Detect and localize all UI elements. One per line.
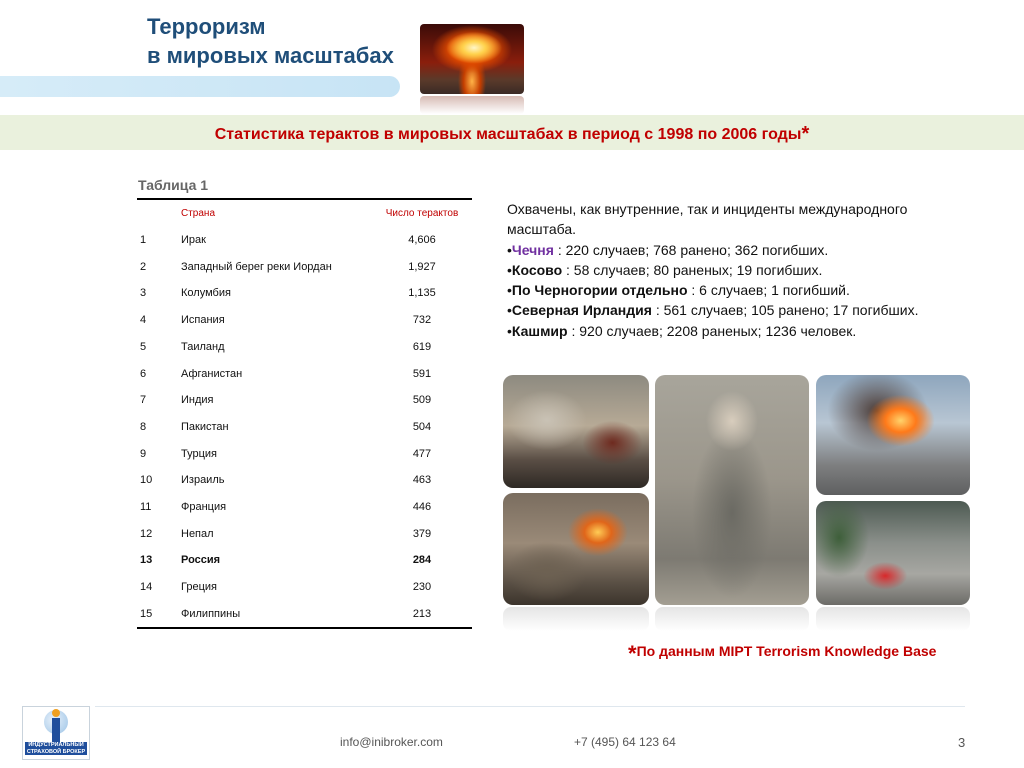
table-row: [137, 308, 472, 334]
row-count: 1,135: [408, 287, 436, 299]
table-row: [137, 281, 472, 307]
row-count: 619: [412, 341, 432, 353]
table-row: [137, 255, 472, 281]
statistics-heading: [0, 123, 1024, 146]
row-number: 1: [140, 234, 147, 246]
row-count: 379: [412, 528, 432, 540]
item-label: По Черногории отдельно: [511, 282, 688, 299]
explosion-photo-reflection: [420, 96, 524, 114]
table-row: [137, 468, 472, 494]
row-number: 3: [140, 287, 147, 299]
description: [507, 199, 977, 341]
row-number: 13: [140, 554, 153, 566]
row-count: 591: [412, 368, 432, 380]
table-row: [137, 335, 472, 361]
table-row: [137, 228, 472, 254]
row-count: 732: [412, 314, 432, 326]
table-row: [137, 442, 472, 468]
table-bottom-rule: [137, 627, 472, 629]
item-label: Чечня: [511, 241, 554, 258]
row-number: 8: [140, 421, 147, 433]
row-country: Россия: [181, 554, 221, 566]
row-number: 7: [140, 394, 147, 406]
row-count: 477: [412, 448, 432, 460]
row-number: 12: [140, 528, 153, 540]
row-country: Непал: [181, 528, 214, 540]
table-row: [137, 575, 472, 601]
company-logo: [22, 706, 90, 760]
description-item: •По Черногории отдельно : 6 случаев; 1 погибший.: [507, 282, 850, 299]
footer-email: info@inibroker.com: [340, 735, 443, 749]
row-country: Ирак: [181, 234, 206, 246]
row-country: Колумбия: [181, 287, 231, 299]
row-count: 4,606: [408, 234, 436, 246]
table-row: [137, 602, 472, 628]
row-count: 230: [412, 581, 432, 593]
row-country: Афганистан: [181, 368, 243, 380]
row-number: 11: [140, 501, 152, 513]
item-label: Косово: [511, 261, 563, 278]
row-number: 14: [140, 581, 153, 593]
row-count: 1,927: [408, 261, 436, 273]
item-label: Кашмир: [511, 322, 568, 339]
photo-rescue-fire: [503, 493, 649, 605]
row-number: 5: [140, 341, 147, 353]
row-country: Испания: [181, 314, 225, 326]
row-number: 6: [140, 368, 147, 380]
row-number: 4: [140, 314, 147, 326]
table-header-row: [137, 202, 472, 228]
row-count: 463: [412, 474, 432, 486]
source-text: По данным MIPT Terrorism Knowledge Base: [636, 643, 937, 659]
row-number: 10: [140, 474, 153, 486]
row-count: 213: [412, 608, 432, 620]
row-country: Греция: [181, 581, 217, 593]
photo-smoke-street: [503, 375, 649, 488]
row-country: Пакистан: [181, 421, 229, 433]
table-row: [137, 495, 472, 521]
photo-burning-tower: [816, 375, 970, 495]
description-intro: Охвачены, как внутренние, так и инциденты международного масштаба.: [507, 201, 908, 238]
description-item: •Северная Ирландия : 561 случаев; 105 ранено; 17 погибших.: [507, 302, 919, 319]
page-title-line-1: Терроризм: [147, 14, 266, 39]
table-row: [137, 415, 472, 441]
description-item: •Кашмир : 920 случаев; 2208 раненых; 1236 человек.: [507, 322, 857, 339]
row-country: Израиль: [181, 474, 225, 486]
row-country: Таиланд: [181, 341, 225, 353]
row-count: 504: [412, 421, 432, 433]
table-row: [137, 388, 472, 414]
heading-footnote-star: *: [801, 123, 810, 145]
row-count: 284: [412, 554, 432, 566]
row-count: 446: [412, 501, 432, 513]
column-header-count: Число терактов: [385, 208, 459, 219]
column-header-country: Страна: [181, 208, 216, 219]
title-block: [147, 12, 394, 70]
logo-letter-i: [52, 718, 60, 744]
table-row: [137, 362, 472, 388]
title-accent-bar: [0, 76, 400, 97]
row-country: Филиппины: [181, 608, 241, 620]
row-country: Западный берег реки Иордан: [181, 261, 332, 273]
table-row: [137, 522, 472, 548]
row-number: 15: [140, 608, 153, 620]
item-label: Северная Ирландия: [511, 302, 652, 319]
table-row: [137, 548, 472, 574]
photo-bus-attack-scene: [816, 501, 970, 605]
row-count: 509: [412, 394, 432, 406]
row-number: 2: [140, 261, 147, 273]
description-item: •Косово : 58 случаев; 80 раненых; 19 погибших.: [507, 261, 823, 278]
row-country: Индия: [181, 394, 214, 406]
source-note: [628, 641, 936, 667]
row-number: 9: [140, 448, 147, 460]
photo-reflection: [816, 607, 970, 631]
logo-text: ИНДУСТРИАЛЬНЫЙ СТРАХОВОЙ БРОКЕР: [26, 742, 86, 755]
source-footnote-star: *: [628, 641, 637, 666]
table-top-rule: [137, 198, 472, 200]
photo-reflection: [503, 607, 649, 631]
table-caption: Таблица 1: [138, 177, 209, 193]
photo-reflection: [655, 607, 809, 631]
explosion-photo: [420, 24, 524, 94]
page-number: 3: [958, 735, 966, 750]
logo-dot: [52, 709, 60, 717]
row-country: Турция: [181, 448, 217, 460]
description-item: •Чечня : 220 случаев; 768 ранено; 362 погибших.: [507, 241, 829, 258]
footer-phone: +7 (495) 64 123 64: [574, 735, 676, 749]
row-country: Франция: [181, 501, 227, 513]
photo-dust-covered-man: [655, 375, 809, 605]
footer-divider: [95, 706, 965, 707]
page-title-line-2: в мировых масштабах: [147, 43, 394, 68]
statistics-heading-text: Статистика терактов в мировых масштабах в период с 1998 по 2006 годы: [214, 126, 802, 143]
